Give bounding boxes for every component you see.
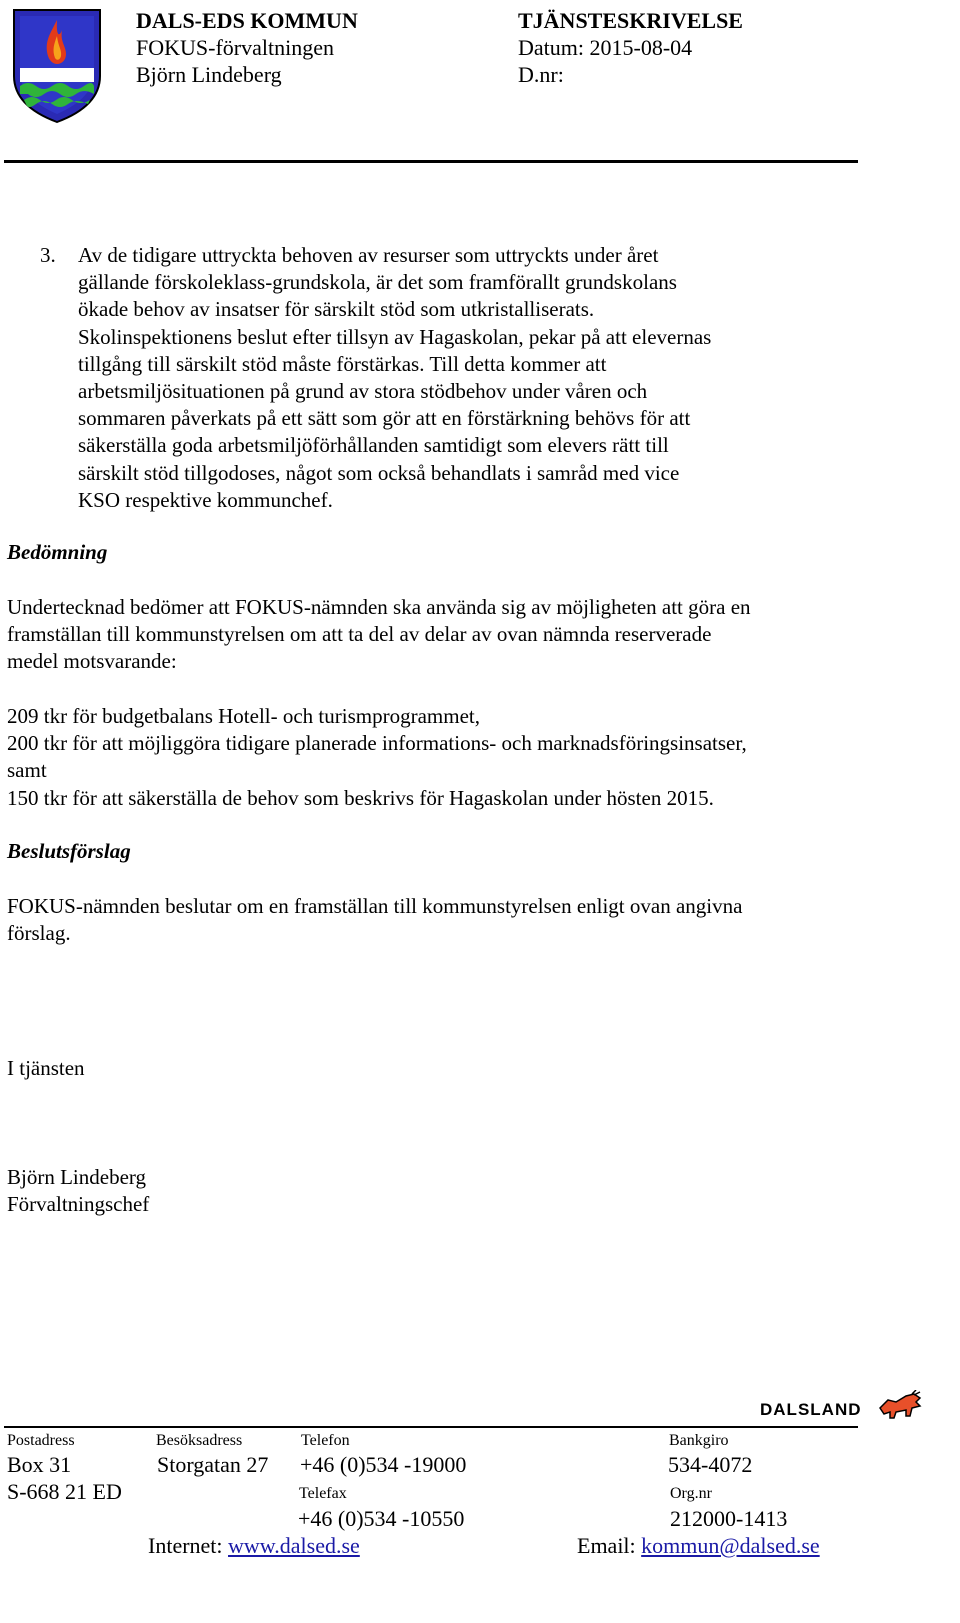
text-line: tillgång till särskilt stöd måste förstärkas. Till detta kommer att — [78, 351, 607, 376]
text-line: FOKUS-nämnden beslutar om en framställan till kommunstyrelsen enligt ovan angivna — [7, 894, 743, 918]
header-rule — [4, 160, 858, 163]
postal-line2: S-668 21 ED — [7, 1479, 122, 1504]
text-line: samt — [7, 758, 47, 783]
text-line: framställan till kommunstyrelsen om att ta del av delar av ovan nämnda reserverade — [7, 622, 712, 647]
text-line: KSO respektive kommunchef. — [78, 487, 333, 512]
fax-value: +46 (0)534 -10550 — [298, 1506, 465, 1531]
assessment-heading: Bedömning — [7, 540, 108, 564]
fax-label: Telefax — [299, 1485, 347, 1502]
org-name: DALS-EDS KOMMUN — [136, 8, 358, 33]
visit-label: Besöksadress — [156, 1432, 243, 1449]
closing: I tjänsten — [7, 1056, 85, 1080]
text-line: Skolinspektionens beslut efter tillsyn av Hagaskolan, pekar på att elevernas — [78, 324, 712, 349]
text-line: 209 tkr för budgetbalans Hotell- och turismprogrammet, — [7, 704, 480, 728]
footer-rule — [4, 1426, 858, 1428]
text-line: gällande förskoleklass-grundskola, är det som framförallt grundskolans — [78, 270, 677, 295]
proposal-heading: Beslutsförslag — [7, 839, 131, 863]
text-line: 200 tkr för att möjliggöra tidigare planerade informations- och marknadsföringsinsatser, — [7, 731, 747, 756]
text-line: särskilt stöd tillgodoses, något som också behandlats i samråd med vice — [78, 460, 680, 485]
text-line: förslag. — [7, 921, 71, 946]
doc-date: Datum: 2015-08-04 — [518, 35, 693, 60]
text-line: ökade behov av insatser för särskilt stöd som utkristalliserats. — [78, 297, 595, 322]
email-link[interactable]: kommun@dalsed.se — [641, 1533, 820, 1558]
text-line: medel motsvarande: — [7, 649, 177, 674]
internet-line — [148, 1533, 360, 1559]
text-line: sommaren påverkats på ett sätt som gör att en förstärkning behövs för att — [78, 406, 691, 431]
phone-label: Telefon — [301, 1432, 350, 1449]
author: Björn Lindeberg — [136, 62, 282, 87]
coat-of-arms-logo — [10, 6, 104, 126]
department: FOKUS-förvaltningen — [136, 35, 334, 60]
orgnr-label: Org.nr — [670, 1485, 712, 1502]
postal-line1: Box 31 — [7, 1452, 72, 1477]
phone-value: +46 (0)534 -19000 — [300, 1452, 467, 1477]
website-link[interactable]: www.dalsed.se — [228, 1533, 360, 1558]
doc-type: TJÄNSTESKRIVELSE — [518, 8, 743, 33]
visit-value: Storgatan 27 — [157, 1452, 269, 1477]
text-line: Av de tidigare uttryckta behoven av resurser som uttryckts under året — [78, 243, 659, 267]
postal-label: Postadress — [7, 1432, 75, 1449]
bankgiro-value: 534-4072 — [668, 1452, 753, 1477]
proposal-paragraph — [7, 893, 742, 947]
bankgiro-label: Bankgiro — [669, 1432, 729, 1449]
text-line: arbetsmiljösituationen på grund av stora stödbehov under våren och — [78, 379, 648, 404]
doc-dnr: D.nr: — [518, 62, 564, 87]
text-line: säkerställa goda arbetsmiljöförhållanden samtidigt som elevers rätt till — [78, 433, 669, 458]
dalsland-logo-text: DALSLAND — [760, 1400, 862, 1419]
signer-title: Förvaltningschef — [7, 1192, 150, 1216]
assessment-paragraph — [7, 594, 751, 676]
assessment-list — [7, 703, 747, 812]
email-line — [577, 1533, 820, 1559]
email-label: Email: — [577, 1533, 636, 1558]
text-line: Undertecknad bedömer att FOKUS-nämnden ska använda sig av möjligheten att göra en — [7, 595, 751, 619]
orgnr-value: 212000-1413 — [670, 1506, 788, 1531]
item3-paragraph — [78, 242, 711, 514]
text-line: 150 tkr för att säkerställa de behov som beskrivs för Hagaskolan under hösten 2015. — [7, 785, 714, 810]
signer-name: Björn Lindeberg — [7, 1165, 147, 1189]
internet-label: Internet: — [148, 1533, 223, 1558]
item-number: 3. — [40, 243, 56, 267]
dalsland-horse-icon — [876, 1390, 926, 1424]
